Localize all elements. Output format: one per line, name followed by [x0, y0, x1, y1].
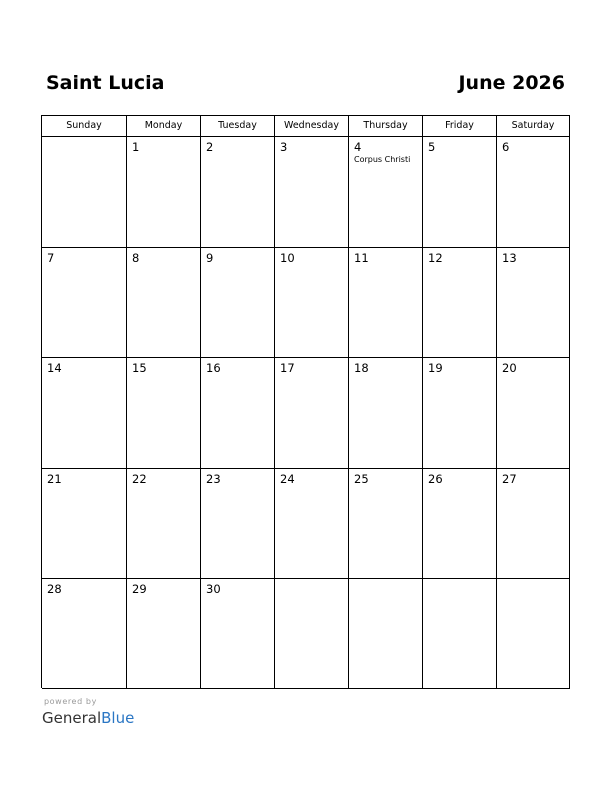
weekday-header-row: [42, 116, 570, 137]
logo-blue-text: Blue: [101, 709, 135, 727]
week-row: [42, 248, 570, 358]
weekday-monday: Monday: [127, 116, 201, 137]
day-number: 26: [428, 472, 443, 486]
day-number: 28: [47, 582, 62, 596]
day-cell: [201, 137, 275, 248]
day-cell: [423, 469, 497, 579]
day-cell: [497, 248, 570, 358]
weekday-saturday: Saturday: [497, 116, 570, 137]
day-number: 17: [280, 361, 295, 375]
day-cell: [497, 469, 570, 579]
day-cell: [42, 137, 127, 248]
day-cell: [201, 579, 275, 689]
day-cell: [201, 248, 275, 358]
month-year-title: June 2026: [458, 72, 565, 94]
day-number: 8: [132, 251, 140, 265]
day-number: 15: [132, 361, 147, 375]
day-number: 27: [502, 472, 517, 486]
day-cell: [201, 358, 275, 469]
day-number: 11: [354, 251, 369, 265]
generalblue-logo: [42, 709, 134, 727]
day-cell: [127, 579, 201, 689]
day-number: 29: [132, 582, 147, 596]
day-number: 5: [428, 140, 436, 154]
day-number: 1: [132, 140, 140, 154]
day-cell: [423, 248, 497, 358]
day-cell: [275, 358, 349, 469]
day-cell: [127, 248, 201, 358]
day-cell: [349, 358, 423, 469]
weekday-wednesday: Wednesday: [275, 116, 349, 137]
day-cell: [423, 358, 497, 469]
day-number: 16: [206, 361, 221, 375]
day-cell: [349, 469, 423, 579]
day-number: 20: [502, 361, 517, 375]
day-cell: [42, 469, 127, 579]
day-number: 6: [502, 140, 510, 154]
week-row: [42, 137, 570, 248]
day-cell: [497, 137, 570, 248]
day-cell: [127, 137, 201, 248]
day-cell: [127, 358, 201, 469]
day-number: 9: [206, 251, 214, 265]
day-number: 18: [354, 361, 369, 375]
day-cell: [42, 579, 127, 689]
day-number: 14: [47, 361, 62, 375]
day-cell: [349, 137, 423, 248]
day-number: 22: [132, 472, 147, 486]
day-cell: [42, 248, 127, 358]
weekday-friday: Friday: [423, 116, 497, 137]
day-number: 12: [428, 251, 443, 265]
day-number: 7: [47, 251, 55, 265]
day-number: 23: [206, 472, 221, 486]
day-cell: [497, 358, 570, 469]
day-cell: [275, 248, 349, 358]
day-cell: [275, 579, 349, 689]
weekday-tuesday: Tuesday: [201, 116, 275, 137]
day-number: 4: [354, 140, 362, 154]
country-title: Saint Lucia: [46, 72, 165, 94]
day-cell: [349, 248, 423, 358]
weekday-sunday: Sunday: [42, 116, 127, 137]
day-number: 21: [47, 472, 62, 486]
day-number: 25: [354, 472, 369, 486]
powered-by-text: powered by: [44, 697, 97, 706]
day-number: 10: [280, 251, 295, 265]
day-number: 3: [280, 140, 288, 154]
calendar-grid: [41, 115, 570, 688]
week-row: [42, 469, 570, 579]
day-number: 24: [280, 472, 295, 486]
day-number: 13: [502, 251, 517, 265]
day-number: 30: [206, 582, 221, 596]
day-cell: [275, 137, 349, 248]
day-cell: [497, 579, 570, 689]
day-cell: [201, 469, 275, 579]
day-cell: [423, 579, 497, 689]
day-number: 19: [428, 361, 443, 375]
holiday-label: Corpus Christi: [354, 155, 411, 164]
day-cell: [349, 579, 423, 689]
day-cell: [275, 469, 349, 579]
weekday-thursday: Thursday: [349, 116, 423, 137]
day-cell: [42, 358, 127, 469]
week-row: [42, 579, 570, 689]
day-cell: [127, 469, 201, 579]
week-row: [42, 358, 570, 469]
day-number: 2: [206, 140, 214, 154]
logo-general-text: General: [42, 709, 102, 727]
day-cell: [423, 137, 497, 248]
